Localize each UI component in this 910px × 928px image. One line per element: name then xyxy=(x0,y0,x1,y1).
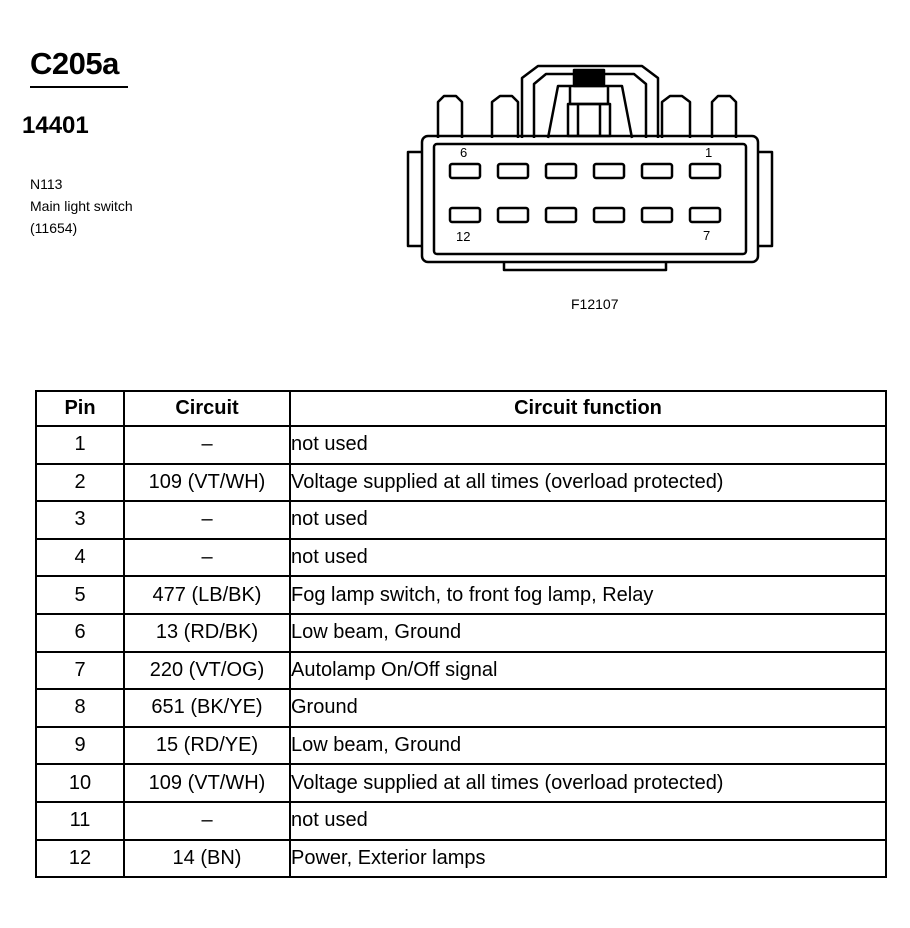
circuit-cell: 109 (VT/WH) xyxy=(124,764,290,802)
function-cell: Fog lamp switch, to front fog lamp, Relay xyxy=(290,576,886,614)
function-cell: Power, Exterior lamps xyxy=(290,840,886,878)
pin-cell: 3 xyxy=(36,501,124,539)
header-circuit-function: Circuit function xyxy=(290,391,886,426)
pin-cavity xyxy=(642,164,672,178)
circuit-cell: 109 (VT/WH) xyxy=(124,464,290,502)
table-row xyxy=(36,539,886,577)
pin-cell: 2 xyxy=(36,464,124,502)
pin-cavity xyxy=(690,208,720,222)
table-row xyxy=(36,840,886,878)
figure-id: F12107 xyxy=(571,296,619,312)
pin-cell: 10 xyxy=(36,764,124,802)
circuit-cell: 13 (RD/BK) xyxy=(124,614,290,652)
component-name: Main light switch xyxy=(30,198,133,214)
pin-cell: 1 xyxy=(36,426,124,464)
function-cell: Voltage supplied at all times (overload protected) xyxy=(290,464,886,502)
function-cell: not used xyxy=(290,539,886,577)
table-row xyxy=(36,426,886,464)
table-row xyxy=(36,652,886,690)
pin-label-7: 7 xyxy=(703,228,711,243)
circuit-cell: – xyxy=(124,539,290,577)
table-row xyxy=(36,727,886,765)
connector-right-tab xyxy=(712,96,736,138)
connector-diagram xyxy=(400,60,780,280)
circuit-cell: – xyxy=(124,501,290,539)
header-pin: Pin xyxy=(36,391,124,426)
function-cell: not used xyxy=(290,802,886,840)
circuit-cell: 14 (BN) xyxy=(124,840,290,878)
table-row xyxy=(36,464,886,502)
pin-cavity xyxy=(594,164,624,178)
table-header-row xyxy=(36,391,886,426)
table-row xyxy=(36,764,886,802)
pin-cell: 4 xyxy=(36,539,124,577)
component-part: (11654) xyxy=(30,220,78,236)
pin-label-12: 12 xyxy=(456,229,471,244)
pin-cell: 6 xyxy=(36,614,124,652)
title-underline xyxy=(30,86,128,88)
circuit-cell: 477 (LB/BK) xyxy=(124,576,290,614)
function-cell: Low beam, Ground xyxy=(290,614,886,652)
pin-cavity xyxy=(498,164,528,178)
connector-left-tab xyxy=(438,96,462,138)
table-row xyxy=(36,576,886,614)
circuit-cell: 651 (BK/YE) xyxy=(124,689,290,727)
pin-label-1: 1 xyxy=(705,145,713,160)
function-cell: Ground xyxy=(290,689,886,727)
pin-cell: 11 xyxy=(36,802,124,840)
pin-cavity xyxy=(546,164,576,178)
pin-cell: 5 xyxy=(36,576,124,614)
pin-cavity xyxy=(690,164,720,178)
function-cell: Autolamp On/Off signal xyxy=(290,652,886,690)
pin-cavity xyxy=(450,164,480,178)
connector-id: C205a xyxy=(30,46,119,81)
function-cell: not used xyxy=(290,501,886,539)
table-row xyxy=(36,802,886,840)
header-circuit: Circuit xyxy=(124,391,290,426)
circuit-cell: 220 (VT/OG) xyxy=(124,652,290,690)
pin-cell: 8 xyxy=(36,689,124,727)
pin-cavity xyxy=(450,208,480,222)
pin-cavity xyxy=(546,208,576,222)
pin-cavity xyxy=(498,208,528,222)
pin-cavity xyxy=(594,208,624,222)
pin-cavities xyxy=(450,164,720,222)
part-number: 14401 xyxy=(22,112,89,139)
table-row xyxy=(36,614,886,652)
function-cell: not used xyxy=(290,426,886,464)
circuit-cell: – xyxy=(124,802,290,840)
table-row xyxy=(36,689,886,727)
function-cell: Low beam, Ground xyxy=(290,727,886,765)
function-cell: Voltage supplied at all times (overload protected) xyxy=(290,764,886,802)
pinout-table xyxy=(35,390,887,878)
table-row xyxy=(36,501,886,539)
pin-cell: 12 xyxy=(36,840,124,878)
component-code: N113 xyxy=(30,176,63,192)
pin-cell: 9 xyxy=(36,727,124,765)
pin-cell: 7 xyxy=(36,652,124,690)
pin-cavity xyxy=(642,208,672,222)
circuit-cell: 15 (RD/YE) xyxy=(124,727,290,765)
circuit-cell: – xyxy=(124,426,290,464)
pin-label-6: 6 xyxy=(460,145,468,160)
